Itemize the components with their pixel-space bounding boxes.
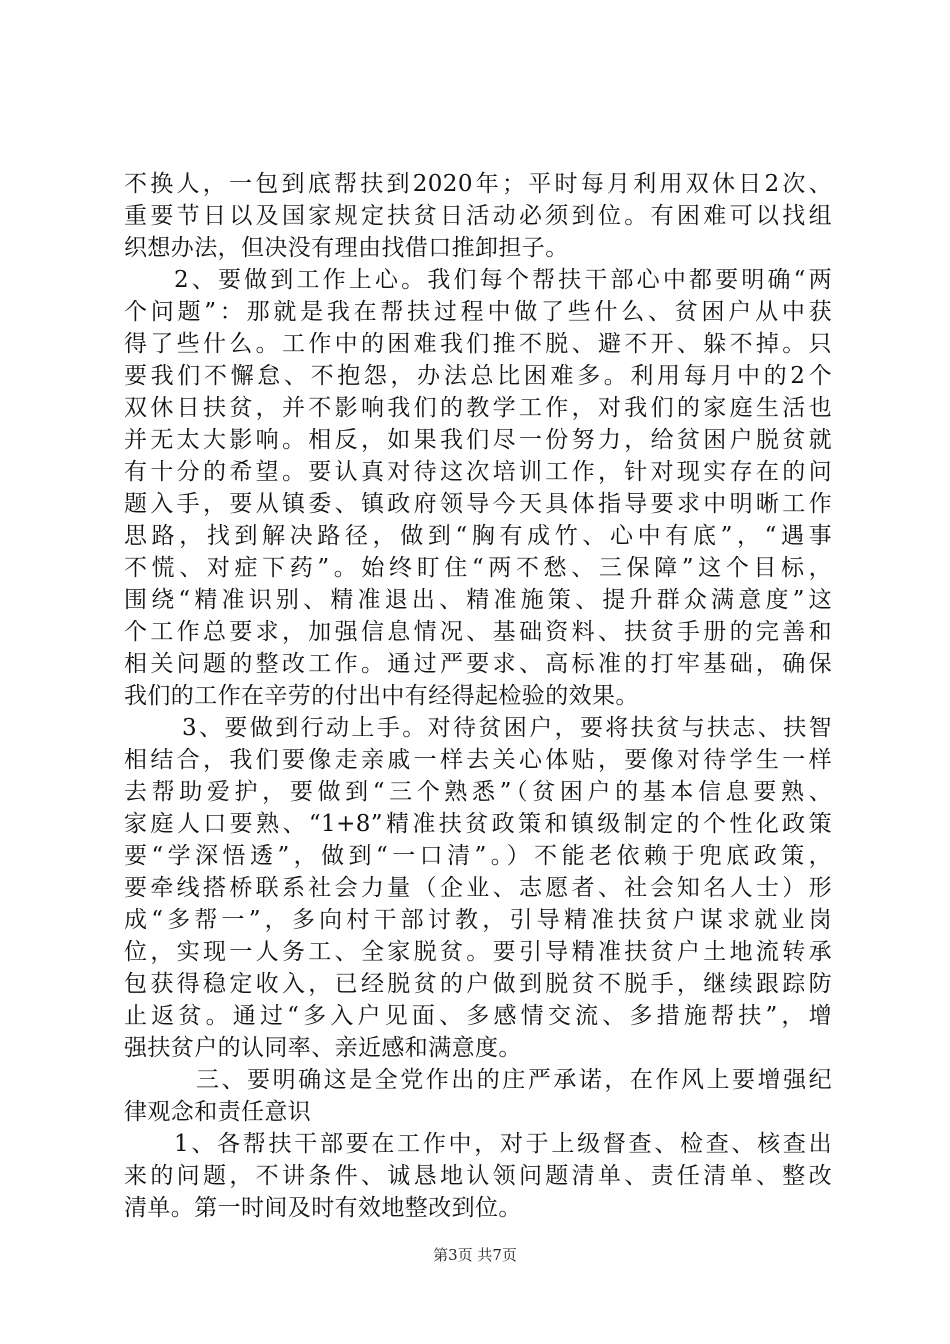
- text-line: 并无太大影响。相反，如果我们尽一份努力，给贫困户脱贫就: [124, 427, 832, 453]
- text-line: 成“多帮一”，多向村干部讨教，引导精准扶贫户谋求就业岗: [124, 907, 832, 933]
- text-line: 2、要做到工作上心。我们每个帮扶干部心中都要明确“两: [174, 267, 832, 293]
- text-line: 相关问题的整改工作。通过严要求、高标准的打牢基础，确保: [124, 651, 832, 677]
- page-number-footer: 第3页 共7页: [433, 1246, 517, 1264]
- document-body: [124, 168, 832, 1224]
- text-line: 来的问题，不讲条件、诚恳地认领问题清单、责任清单、整改: [124, 1163, 832, 1189]
- text-line: 要我们不懈怠、不抱怨，办法总比困难多。利用每月中的2个: [124, 363, 832, 389]
- text-line: 位，实现一人务工、全家脱贫。要引导精准扶贫户土地流转承: [124, 939, 832, 965]
- text-line: 思路，找到解决路径，做到“胸有成竹、心中有底”，“遇事: [124, 523, 832, 549]
- text-line: 止返贫。通过“多入户见面、多感情交流、多措施帮扶”，增: [124, 1003, 832, 1029]
- text-line: 清单。第一时间及时有效地整改到位。: [124, 1195, 522, 1221]
- text-line: 家庭人口要熟、“1+8”精准扶贫政策和镇级制定的个性化政策: [124, 811, 832, 837]
- text-line: 围绕“精准识别、精准退出、精准施策、提升群众满意度”这: [124, 587, 832, 613]
- section-heading: 三、要明确这是全党作出的庄严承诺，在作风上要增强纪: [196, 1067, 832, 1093]
- text-line: 个问题”：那就是我在帮扶过程中做了些什么、贫困户从中获: [124, 299, 832, 325]
- text-line: 不换人，一包到底帮扶到2020年；平时每月利用双休日2次、: [124, 171, 832, 197]
- text-line: 个工作总要求，加强信息情况、基础资料、扶贫手册的完善和: [124, 619, 832, 645]
- text-line: 织想办法，但决没有理由找借口推卸担子。: [124, 235, 569, 261]
- text-line: 双休日扶贫，并不影响我们的教学工作，对我们的家庭生活也: [124, 395, 832, 421]
- text-line: 重要节日以及国家规定扶贫日活动必须到位。有困难可以找组: [124, 203, 832, 229]
- text-line: 题入手，要从镇委、镇政府领导今天具体指导要求中明晰工作: [124, 491, 832, 517]
- section-heading: 律观念和责任意识: [124, 1099, 312, 1125]
- text-line: 有十分的希望。要认真对待这次培训工作，针对现实存在的问: [124, 459, 832, 485]
- text-line: 1、各帮扶干部要在工作中，对于上级督查、检查、核查出: [174, 1131, 832, 1157]
- text-line: 得了些什么。工作中的困难我们推不脱、避不开、躲不掉。只: [124, 331, 832, 357]
- text-line: 要“学深悟透”，做到“一口清”。）不能老依赖于兜底政策，: [124, 843, 832, 869]
- text-line: 强扶贫户的认同率、亲近感和满意度。: [124, 1035, 522, 1061]
- text-line: 我们的工作在辛劳的付出中有经得起检验的效果。: [124, 683, 639, 709]
- text-line: 要牵线搭桥联系社会力量（企业、志愿者、社会知名人士）形: [124, 875, 832, 901]
- text-line: 去帮助爱护，要做到“三个熟悉”（贫困户的基本信息要熟、: [124, 779, 832, 805]
- text-line: 不慌、对症下药”。始终盯住“两不愁、三保障”这个目标，: [124, 555, 832, 581]
- text-line: 3、要做到行动上手。对待贫困户，要将扶贫与扶志、扶智: [182, 715, 832, 741]
- text-line: 相结合，我们要像走亲戚一样去关心体贴，要像对待学生一样: [124, 747, 832, 773]
- text-line: 包获得稳定收入，已经脱贫的户做到脱贫不脱手，继续跟踪防: [124, 971, 832, 997]
